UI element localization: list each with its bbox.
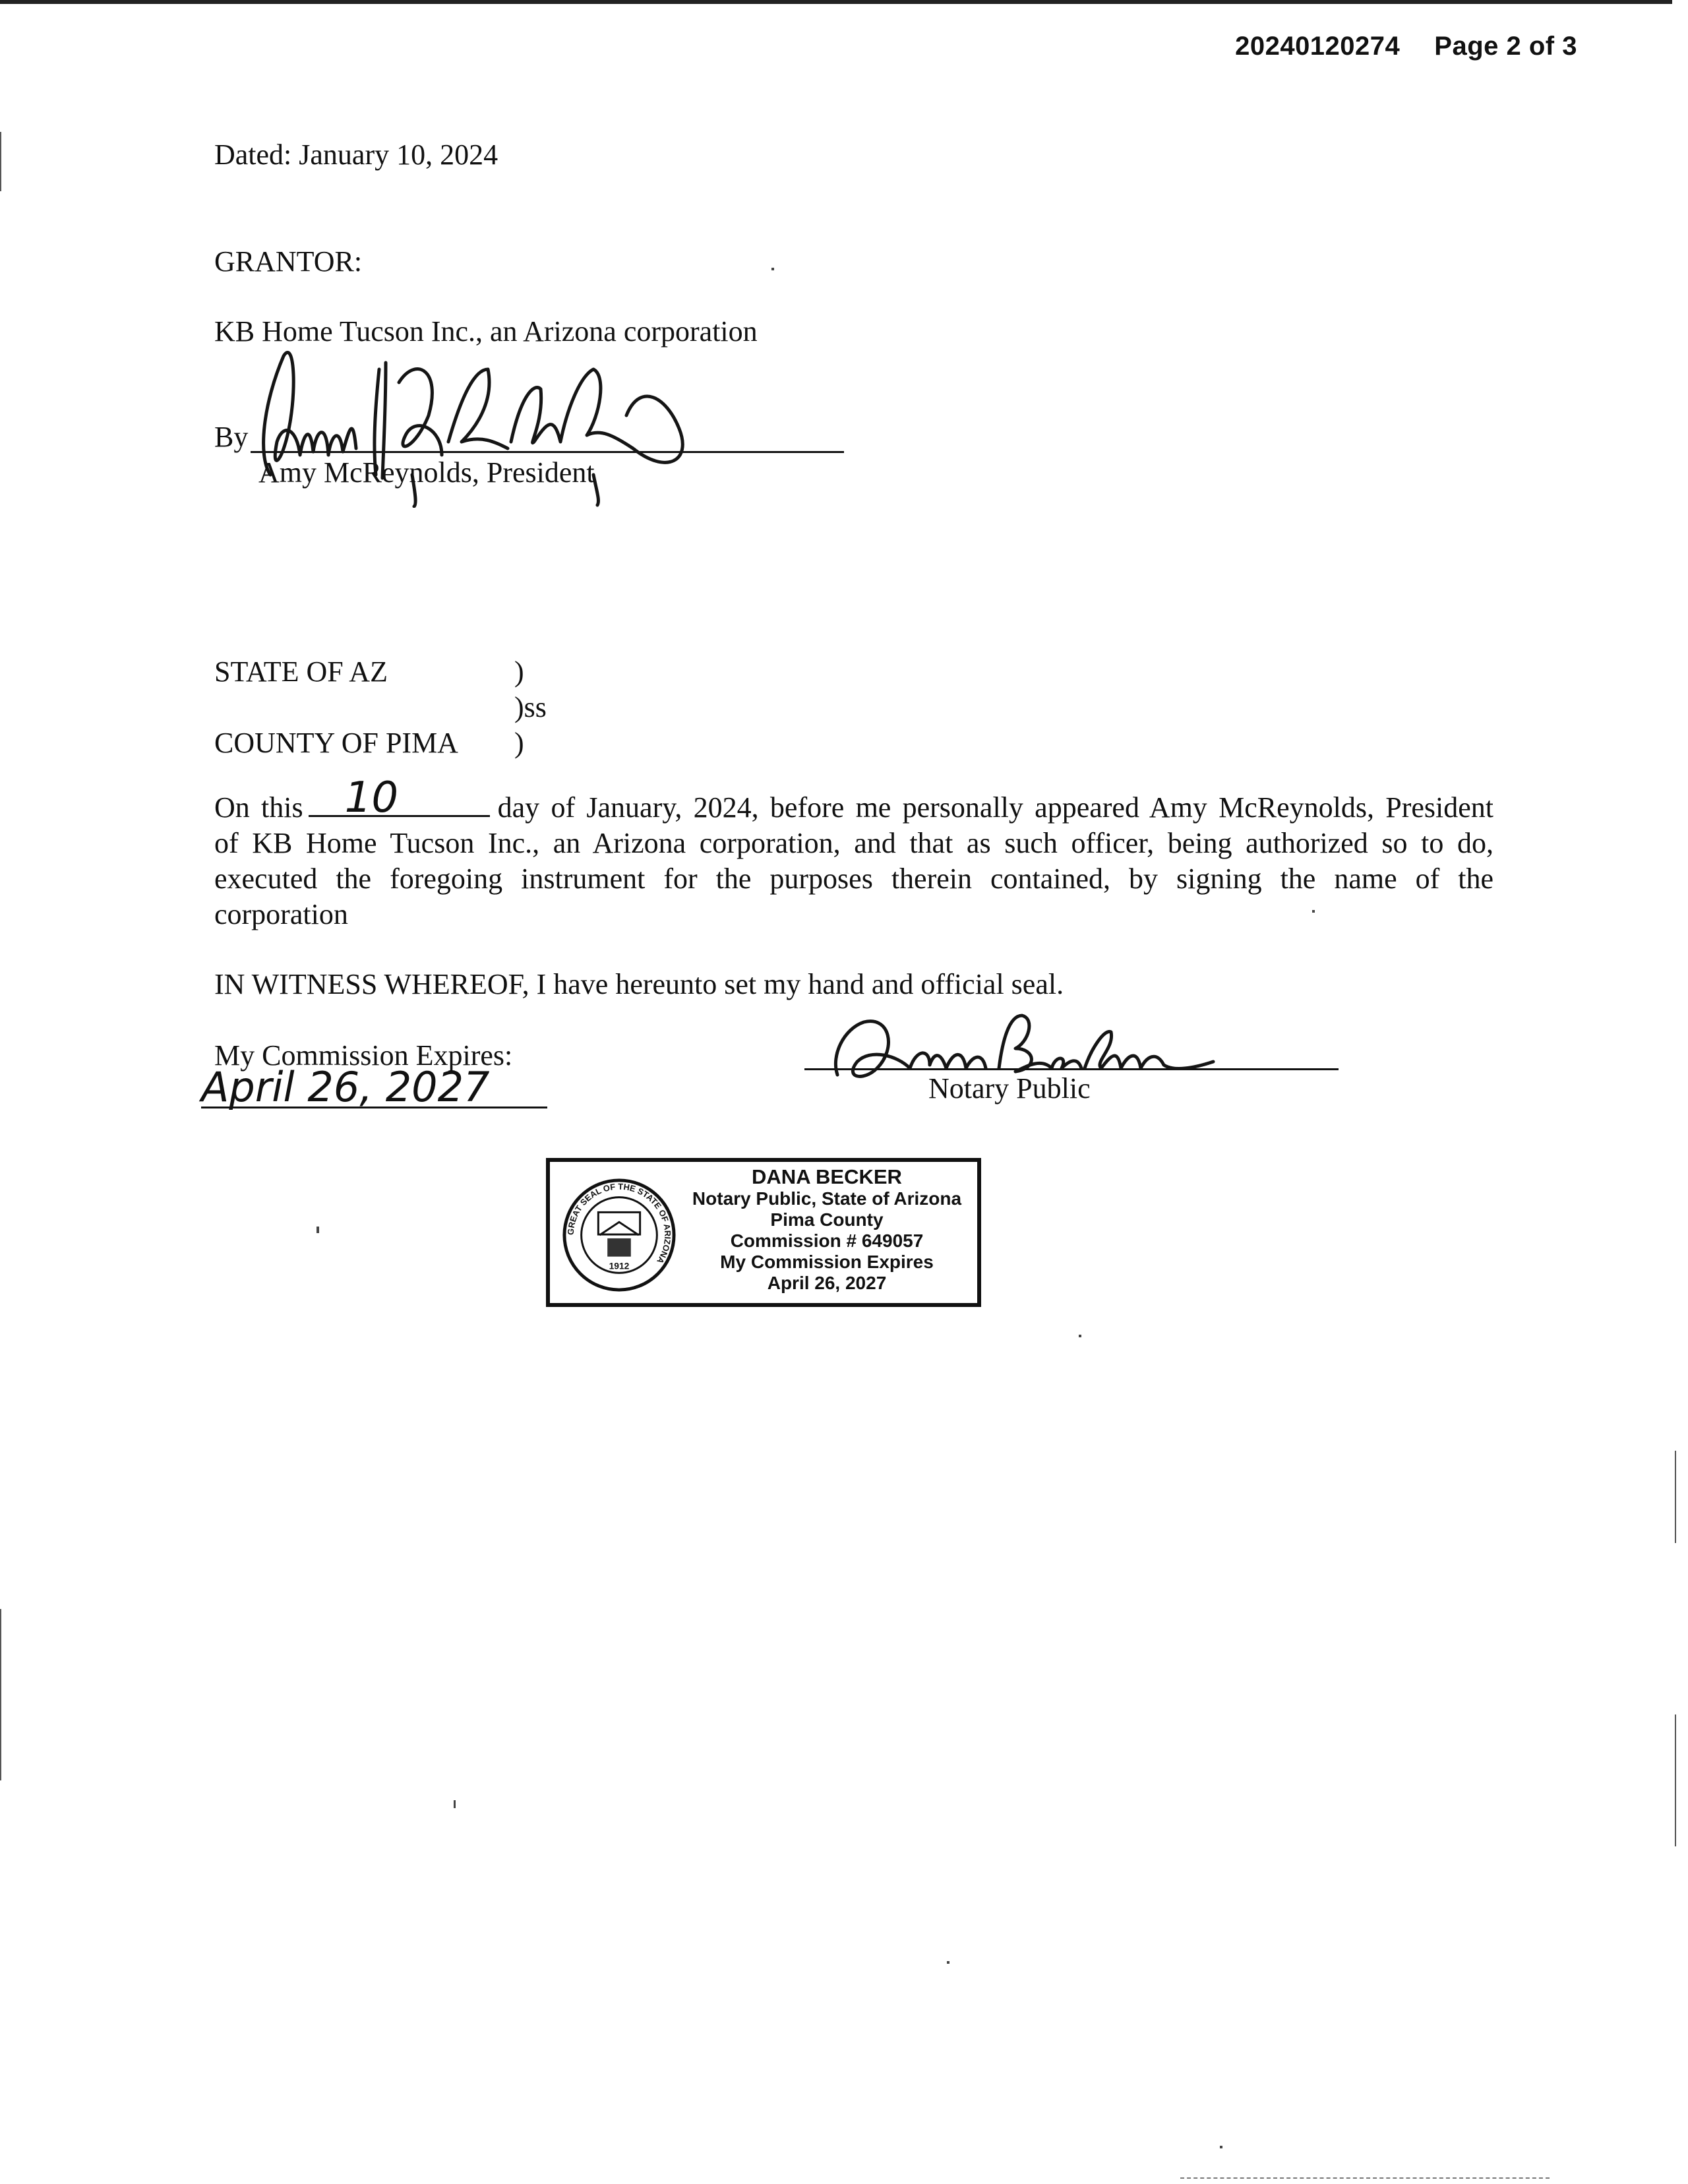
witness-clause: IN WITNESS WHEREOF, I have hereunto set my hand and official seal.: [214, 968, 1064, 1000]
ack-line-4: corporation: [214, 898, 348, 930]
signer-caption: Amy McReynolds, President: [258, 456, 595, 489]
scan-edge-mark: [0, 132, 1, 191]
scan-speck: [1079, 1335, 1081, 1337]
ack-line-2: of KB Home Tucson Inc., an Arizona corporation, and that as such officer, being authorized so to do,: [214, 827, 1493, 859]
stamp-line-3: Commission # 649057: [730, 1230, 924, 1251]
stamp-notary-name: DANA BECKER: [752, 1165, 902, 1188]
scan-speck: [1312, 910, 1315, 913]
ack-line-1: On this 10 day of January, 2024, before me personally appeared Amy McReynolds, President: [214, 774, 1493, 824]
dated-line: Dated: January 10, 2024: [214, 138, 498, 171]
grantor-name: KB Home Tucson Inc., an Arizona corporation: [214, 315, 758, 348]
notary-stamp: [546, 1158, 981, 1307]
scan-speck: [771, 268, 774, 270]
venue-state: STATE OF AZ: [214, 655, 388, 688]
by-label: By: [214, 421, 249, 453]
day-blank: [309, 774, 490, 822]
venue-paren-2: ): [514, 727, 524, 759]
scan-edge-mark: [1675, 1714, 1676, 1846]
stamp-line-4: My Commission Expires: [720, 1252, 934, 1272]
commission-underline: [201, 1107, 547, 1108]
grantor-label: GRANTOR:: [214, 245, 363, 278]
svg-text:GREAT SEAL OF THE STATE OF ARI: GREAT SEAL OF THE STATE OF ARIZONA: [565, 1181, 673, 1265]
venue-paren-1: ): [514, 655, 524, 688]
commission-handwritten-date: April 26, 2027: [201, 1063, 490, 1111]
svg-text:1912: 1912: [609, 1260, 630, 1271]
scan-speck: [454, 1800, 456, 1808]
scan-bottom-artifact: [1180, 2177, 1550, 2179]
scan-edge-mark: [0, 1609, 1, 1780]
venue-ss: )ss: [514, 691, 547, 723]
scan-speck: [1220, 2146, 1222, 2148]
stamp-line-1: Notary Public, State of Arizona: [692, 1188, 962, 1209]
scan-top-border: [0, 0, 1672, 4]
commission-label: My Commission Expires:: [214, 1039, 513, 1072]
scan-edge-mark: [1675, 1451, 1676, 1543]
notary-caption: Notary Public: [928, 1072, 1091, 1105]
handwritten-day: 10: [344, 774, 399, 822]
ack-line-3: executed the foregoing instrument for the purposes therein contained, by signing the name of the: [214, 863, 1493, 895]
acknowledgment-paragraph: [214, 774, 1493, 932]
stamp-text: [675, 1166, 979, 1294]
document-number: 20240120274: [1235, 32, 1401, 61]
stamp-line-2: Pima County: [770, 1209, 884, 1230]
venue-county: COUNTY OF PIMA: [214, 727, 458, 759]
scan-speck: [316, 1227, 319, 1233]
recording-header: [1235, 32, 1577, 61]
page-indicator: Page 2 of 3: [1434, 32, 1577, 61]
arizona-state-seal: [560, 1176, 678, 1294]
stamp-line-5: April 26, 2027: [767, 1273, 887, 1293]
scan-speck: [947, 1961, 950, 1964]
